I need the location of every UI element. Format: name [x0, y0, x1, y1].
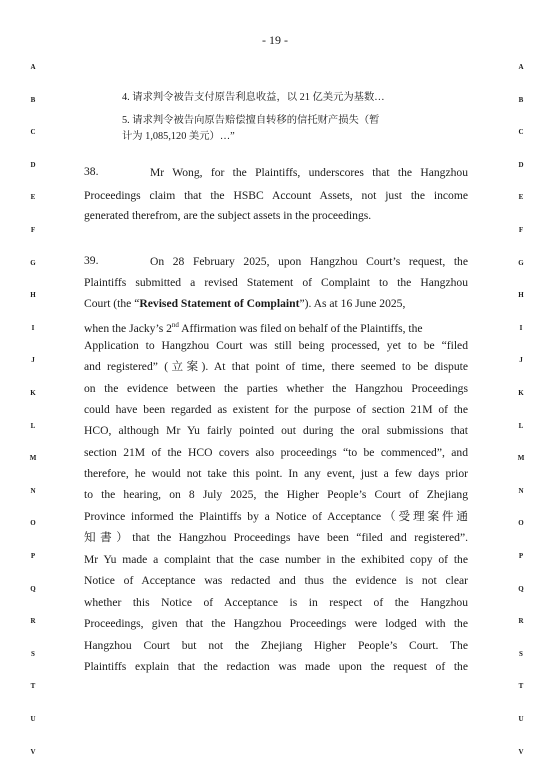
margin-letter: L — [30, 422, 36, 430]
paragraph-line — [84, 317, 468, 333]
margin-letter: U — [518, 715, 524, 723]
paragraph-line: could have been regarded as existent for the purpose of section 21M of the — [84, 403, 468, 416]
text-run: Affirmation was filed on behalf of the Plaintiffs, the — [178, 321, 423, 335]
paragraph-line: on the evidence between the parties whether the Hangzhou Proceedings — [84, 382, 468, 395]
margin-letter: I — [519, 324, 523, 332]
paragraph-line: to the hearing, on 8 July 2025, the Higher People’s Court of Zhejiang — [84, 488, 468, 501]
margin-letter: O — [518, 519, 524, 527]
margin-letter: F — [30, 226, 36, 234]
paragraph-line: section 21M of the HCO covers also proceedings “to be commenced”, and — [84, 446, 468, 459]
margin-letter: I — [31, 324, 35, 332]
margin-letter: E — [518, 193, 524, 201]
margin-letter: B — [30, 96, 36, 104]
margin-letter: K — [30, 389, 36, 397]
margin-letter: L — [518, 422, 524, 430]
margin-letter: T — [518, 682, 524, 690]
paragraph-line: whether this Notice of Acceptance is in respect of the Hangzhou — [84, 596, 468, 609]
paragraph-line: Plaintiffs submitted a revised Statement of Complaint to the Hangzhou — [84, 276, 468, 289]
margin-letter: M — [517, 454, 525, 462]
margin-letter: P — [518, 552, 524, 560]
superscript: nd — [171, 321, 179, 329]
margin-letter: D — [518, 161, 524, 169]
margin-letter: C — [518, 128, 524, 136]
text-run: when the Jacky’s 2 — [84, 321, 172, 335]
text-run: ”). As at 16 June 2025, — [299, 297, 406, 310]
margin-letter: R — [30, 617, 36, 625]
paragraph-line: Mr Wong, for the Plaintiffs, underscores that the Hangzhou — [150, 166, 468, 179]
margin-letter: P — [30, 552, 36, 560]
paragraph-line: Proceedings, given that the Hangzhou Proceedings were lodged with the — [84, 617, 468, 630]
paragraph-line — [84, 296, 468, 312]
margin-letter: N — [30, 487, 36, 495]
paragraph-line: 知書）that the Hangzhou Proceedings have been “filed and registered”. — [84, 531, 468, 544]
defined-term: Revised Statement of Complaint — [139, 297, 300, 310]
paragraph-line: Mr Yu made a complaint that the case number in the exhibited copy of the — [84, 553, 468, 566]
quote-line: 4. 请求判令被告支付原告利息收益，以 21 亿美元为基数… — [122, 92, 385, 103]
margin-letter: A — [518, 63, 524, 71]
paragraph-line: Proceedings claim that the HSBC Account Assets, not just the income — [84, 189, 468, 202]
margin-letter: Q — [30, 585, 36, 593]
margin-letter: H — [30, 291, 36, 299]
margin-letter: B — [518, 96, 524, 104]
margin-letter: F — [518, 226, 524, 234]
paragraph-number: 39. — [84, 254, 99, 267]
paragraph-number: 38. — [84, 165, 99, 178]
margin-letter: E — [30, 193, 36, 201]
page-number: - 19 - — [262, 33, 288, 47]
margin-letter: H — [518, 291, 524, 299]
paragraph-line: Plaintiffs explain that the redaction was made upon the request of the — [84, 660, 468, 673]
margin-letter: V — [518, 748, 524, 756]
margin-letter: S — [31, 650, 35, 658]
margin-letter: G — [518, 259, 524, 267]
margin-letter: U — [30, 715, 36, 723]
margin-letter: D — [30, 161, 36, 169]
margin-letter: V — [30, 748, 36, 756]
paragraph-line: Application to Hangzhou Court was still being processed, yet to be “filed — [84, 339, 468, 352]
paragraph-line: Hangzhou Court but not the Zhejiang Higher People’s Court. The — [84, 639, 468, 652]
paragraph-line: Notice of Acceptance was redacted and thus the evidence is not clear — [84, 574, 468, 587]
quote-line: 计为 1,085,120 美元）…” — [122, 131, 235, 142]
paragraph-line: generated therefrom, are the subject assets in the proceedings. — [84, 209, 372, 222]
margin-letter: N — [518, 487, 524, 495]
margin-letter: J — [519, 356, 523, 364]
paragraph-line: Province informed the Plaintiffs by a Notice of Acceptance（受理案件通 — [84, 510, 468, 523]
margin-letter: M — [29, 454, 37, 462]
margin-letter: S — [519, 650, 523, 658]
paragraph-line: HCO, although Mr Yu fairly pointed out during the oral submissions that — [84, 424, 468, 437]
margin-letter: J — [31, 356, 35, 364]
margin-letter: K — [518, 389, 524, 397]
margin-letter: R — [518, 617, 524, 625]
text-run: Court (the “ — [84, 297, 140, 310]
paragraph-line: and registered” (立案). At that point of time, there seemed to be dispute — [84, 360, 468, 373]
margin-letter: T — [30, 682, 36, 690]
margin-letter: Q — [518, 585, 524, 593]
margin-letter: A — [30, 63, 36, 71]
paragraph-line: On 28 February 2025, upon Hangzhou Court’s request, the — [150, 255, 468, 268]
margin-letter: C — [30, 128, 36, 136]
margin-letter: G — [30, 259, 36, 267]
paragraph-line: therefore, he would not take this point. In any event, just a few days prior — [84, 467, 468, 480]
margin-letter: O — [30, 519, 36, 527]
quote-line: 5. 请求判令被告向原告赔偿擅自转移的信托财产损失（暂 — [122, 115, 380, 126]
